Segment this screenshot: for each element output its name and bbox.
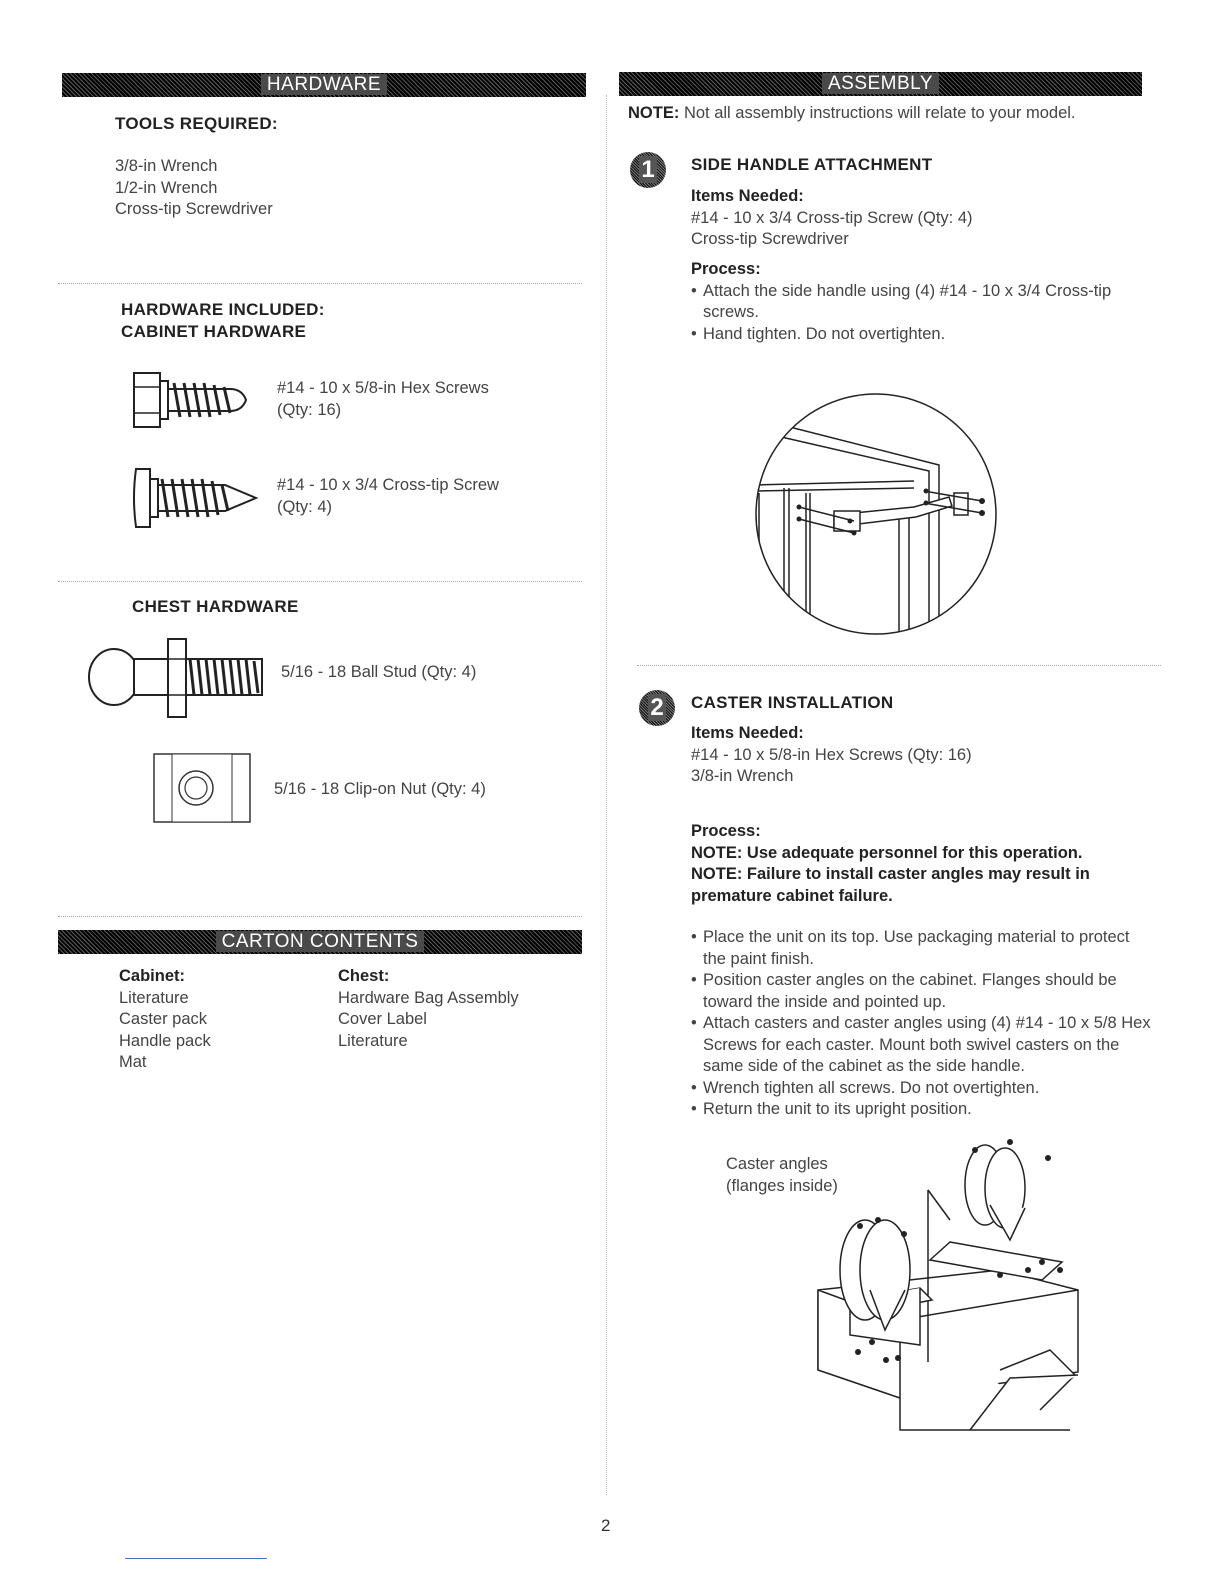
- list-item: Literature: [119, 988, 189, 1007]
- chest-item: 5/16 - 18 Clip-on Nut (Qty: 4): [274, 780, 486, 798]
- cabinet-item: #14 - 10 x 3/4 Cross-tip Screw (Qty: 4): [277, 476, 499, 516]
- cabinet-item: #14 - 10 x 5/8-in Hex Screws (Qty: 16): [277, 379, 489, 419]
- tool-item: Cross-tip Screwdriver: [115, 200, 273, 218]
- divider: [58, 283, 582, 284]
- tools-list: [115, 156, 273, 221]
- list-item: Hardware Bag Assembly: [338, 988, 519, 1007]
- note-label: NOTE:: [628, 104, 680, 122]
- carton-chest-title: Chest:: [338, 967, 390, 985]
- caster-illustration: [810, 1130, 1085, 1435]
- divider: [58, 916, 582, 917]
- hardware-header: HARDWARE: [62, 73, 586, 97]
- process-step: • Wrench tighten all screws. Do not overtighten.: [691, 1078, 1151, 1100]
- list-item: #14 - 10 x 5/8-in Hex Screws (Qty: 16): [691, 745, 972, 764]
- list-item: 3/8-in Wrench: [691, 767, 794, 785]
- tools-required-title: TOOLS REQUIRED:: [115, 114, 278, 133]
- carton-cabinet-title: Cabinet:: [119, 967, 185, 985]
- hardware-included-title: HARDWARE INCLUDED: CABINET HARDWARE: [121, 300, 325, 341]
- step-1-items: Items Needed: #14 - 10 x 3/4 Cross-tip Screw (Qty: 4) Cross-tip Screwdriver: [691, 186, 973, 251]
- step-1-title: SIDE HANDLE ATTACHMENT: [691, 155, 933, 174]
- process-step: • Place the unit on its top. Use packaging material to protect the paint finish.: [691, 927, 1151, 970]
- side-handle-illustration: [754, 393, 1004, 638]
- list-item: #14 - 10 x 3/4 Cross-tip Screw (Qty: 4): [691, 208, 973, 227]
- process-step: • Attach the side handle using (4) #14 - 10 x 3/4 Cross-tip screws.: [691, 281, 1156, 324]
- divider: [58, 581, 582, 582]
- assembly-header: ASSEMBLY: [619, 72, 1142, 96]
- note-text: Not all assembly instructions will relate to your model.: [683, 104, 1076, 122]
- step-1-process: Process: • Attach the side handle using (4) #14 - 10 x 3/4 Cross-tip screws. • Hand tighten. Do not overtighten.: [691, 259, 1156, 345]
- list-item: Handle pack: [119, 1031, 211, 1050]
- caster-callout: Caster angles (flanges inside): [726, 1155, 838, 1195]
- list-item: Caster pack: [119, 1010, 208, 1028]
- step-2-note: NOTE: Use adequate personnel for this operation.: [691, 843, 1083, 862]
- list-item: Cross-tip Screwdriver: [691, 230, 849, 248]
- step-2-badge: 2: [639, 690, 675, 726]
- process-step: • Position caster angles on the cabinet. Flanges should be toward the inside and pointed up.: [691, 970, 1151, 1013]
- ball-stud-icon: [86, 633, 271, 723]
- page-number: 2: [601, 1516, 611, 1535]
- divider: [637, 665, 1161, 666]
- list-item: Literature: [338, 1031, 408, 1050]
- process-step: • Hand tighten. Do not overtighten.: [691, 324, 1156, 346]
- carton-cabinet-list: [119, 966, 211, 1074]
- step-2-process: Process: NOTE: Use adequate personnel for this operation. NOTE: Failure to install caster angles may result in premature cabinet failure. • Place the unit on its top. Use packaging material to protect the paint finish. • Position caster angles on the cabinet. Flanges should be toward the inside and pointed up. • Attach casters and caster angles using (4) #14 - 10 x 5/8 Hex Screws for each caster. Mount both swivel casters on the same side of the cabinet as the side handle. • Wrench tighten all screws. Do not overtighten. • Return the unit to its upright position.: [691, 821, 1156, 1121]
- tool-item: 3/8-in Wrench: [115, 157, 218, 175]
- step-2-title: CASTER INSTALLATION: [691, 693, 894, 712]
- list-item: Cover Label: [338, 1010, 427, 1028]
- clip-on-nut-icon: [152, 752, 254, 826]
- chest-hardware-title: CHEST HARDWARE: [132, 597, 299, 616]
- cabinet-hardware-title: CABINET HARDWARE: [121, 322, 307, 341]
- footer-rule: [125, 1558, 267, 1559]
- carton-contents-header: CARTON CONTENTS: [58, 930, 582, 954]
- chest-item: 5/16 - 18 Ball Stud (Qty: 4): [281, 663, 477, 681]
- list-item: Mat: [119, 1053, 147, 1071]
- column-divider: [606, 95, 607, 1495]
- step-2-items: Items Needed: #14 - 10 x 5/8-in Hex Screws (Qty: 16) 3/8-in Wrench: [691, 723, 972, 788]
- assembly-note: [628, 103, 1076, 125]
- process-step: • Attach casters and caster angles using (4) #14 - 10 x 5/8 Hex Screws for each caster. Mount both swivel casters on the same side of the cabinet as the side handle.: [691, 1013, 1151, 1078]
- cross-tip-screw-icon: [130, 465, 260, 531]
- process-step: • Return the unit to its upright position.: [691, 1099, 1151, 1121]
- tool-item: 1/2-in Wrench: [115, 178, 218, 197]
- step-1-badge: 1: [630, 152, 666, 188]
- hex-screw-icon: [130, 367, 250, 431]
- carton-chest-list: [338, 966, 519, 1052]
- step-2-note: NOTE: Failure to install caster angles may result in premature cabinet failure.: [691, 865, 1090, 905]
